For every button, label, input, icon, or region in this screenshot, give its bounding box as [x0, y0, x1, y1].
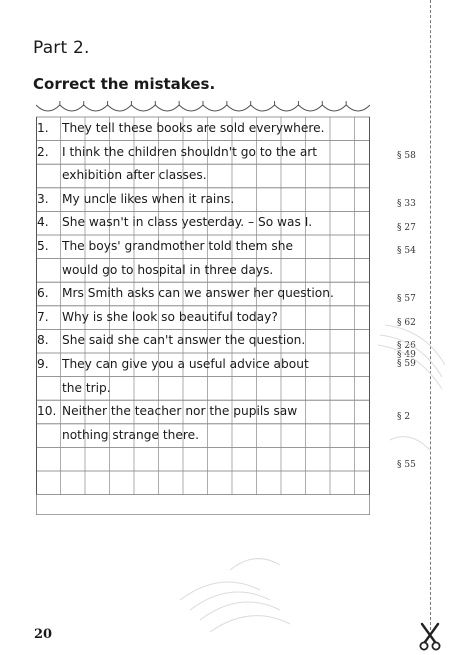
exercise-row — [36, 188, 370, 212]
grammar-reference: § 58 — [397, 151, 416, 161]
exercise-row — [36, 447, 370, 471]
exercise-row — [36, 424, 370, 448]
scissors-icon — [418, 622, 442, 652]
sentence-text: would go to hospital in three days. — [62, 262, 274, 277]
sentence-text: exhibition after classes. — [62, 168, 207, 183]
grammar-reference: § 57 — [397, 294, 416, 304]
item-number: 1. — [37, 121, 49, 135]
item-number: 9. — [37, 356, 49, 371]
sentence-text: They can give you a useful advice about — [62, 356, 309, 371]
sentence-text: Mrs Smith asks can we answer her question. — [62, 286, 334, 301]
grammar-reference: § 2 — [397, 412, 411, 422]
grammar-reference: § 26 — [397, 341, 416, 351]
sentence-text: Why is she look so beautiful today? — [62, 309, 278, 324]
exercise-row — [36, 117, 370, 141]
grammar-reference: § 55 — [397, 460, 416, 470]
cut-line — [430, 0, 431, 630]
item-number: 2. — [37, 144, 49, 159]
sentence-text: She said she can't answer the question. — [62, 333, 306, 348]
part-title: Part 2. — [33, 38, 90, 58]
exercise-row — [36, 282, 370, 306]
page-number: 20 — [34, 627, 53, 642]
item-number: 7. — [37, 309, 49, 324]
instruction-heading: Correct the mistakes. — [33, 75, 216, 93]
grammar-reference: § 59 — [397, 359, 416, 369]
grammar-reference: § 27 — [397, 223, 416, 233]
sentence-text: They tell these books are sold everywhere. — [62, 121, 325, 135]
grammar-reference: § 49 — [397, 350, 416, 360]
item-number: 4. — [37, 215, 49, 230]
exercise-row — [36, 164, 370, 188]
exercise-list — [36, 117, 370, 495]
sentence-text: nothing strange there. — [62, 427, 199, 442]
sentence-text: She wasn't in class yesterday. – So was I. — [62, 215, 313, 230]
exercise-row — [36, 141, 370, 165]
grammar-reference: § 33 — [397, 199, 416, 209]
exercise-row — [36, 235, 370, 259]
sentence-text: Neither the teacher nor the pupils saw — [62, 404, 298, 419]
item-number: 8. — [37, 333, 49, 348]
sentence-text: the trip. — [62, 380, 111, 395]
item-number: 3. — [37, 191, 49, 206]
grammar-reference: § 54 — [397, 246, 416, 256]
item-number: 5. — [37, 238, 49, 253]
exercise-row — [36, 329, 370, 353]
exercise-row — [36, 211, 370, 235]
item-number: 6. — [37, 286, 49, 301]
exercise-row — [36, 400, 370, 424]
exercise-row — [36, 353, 370, 377]
sentence-text: My uncle likes when it rains. — [62, 191, 235, 206]
exercise-row — [36, 306, 370, 330]
item-number: 10. — [37, 404, 57, 419]
exercise-row — [36, 259, 370, 283]
sentence-text: I think the children shouldn't go to the art — [62, 144, 318, 159]
exercise-row — [36, 471, 370, 495]
grammar-reference: § 62 — [397, 318, 416, 328]
exercise-row — [36, 377, 370, 401]
sentence-text: The boys' grandmother told them she — [62, 238, 293, 253]
